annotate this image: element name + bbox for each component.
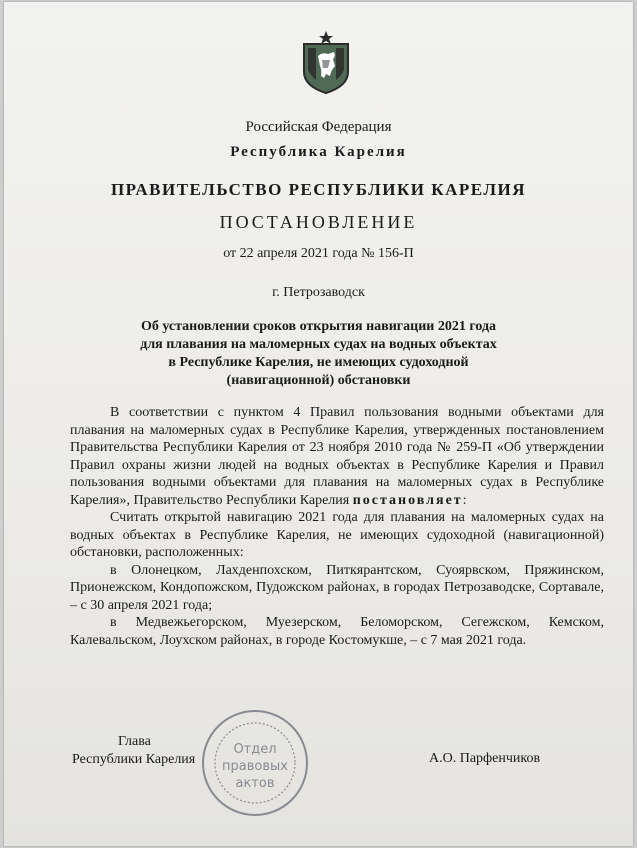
decision-paragraph: Считать открытой навигацию 2021 года для плавания на маломерных судах на водных объектах в Республике Карелия, не имеющих судоходной (навигационной) обстановки, расположенных: (70, 510, 604, 560)
coat-of-arms-icon (300, 30, 352, 94)
document-body (70, 404, 604, 649)
stamp-line: Отдел (233, 742, 277, 757)
decree-word: постановляет (352, 492, 463, 508)
preamble-paragraph (70, 404, 604, 509)
signatory-position (72, 733, 195, 769)
government-name: ПРАВИТЕЛЬСТВО РЕСПУБЛИКИ КАРЕЛИЯ (110, 180, 527, 199)
document-date-number: от 22 апреля 2021 года № 156-П (223, 246, 414, 261)
document-page (4, 2, 633, 846)
title-line: для плавания на маломерных судах на водных объектах (140, 337, 497, 352)
districts-paragraph-1: в Олонецком, Лахденпохском, Питкярантском, Суоярвском, Пряжинском, Прионежском, Кондопожском, Пудожском районах, в городах Петрозаводске, Сортавале, – с 30 апреля 2021 года; (70, 562, 604, 613)
document-type: ПОСТАНОВЛЕНИЕ (219, 212, 418, 232)
stamp-line: правовых (222, 759, 288, 774)
round-stamp-icon (200, 708, 310, 818)
preamble-text: В соответствии с пунктом 4 Правил пользования водными объектами для плавания на маломерных судах в Республике Карелия, утвержденных постановлением Правительства Республики Карелия от 23 ноября 2010 года № 259-П «Об утверждении Правил охраны жизни людей на водных объектах в Республике Карелия и Правил пользования водными объектами для плавания на маломерных судах в Республике Карелия», Правительство Республики Карелия (70, 405, 604, 508)
title-line: в Республике Карелия, не имеющих судоходной (168, 355, 469, 370)
signatory-name: А.О. Парфенчиков (429, 751, 541, 766)
signatory-position-line: Республики Карелия (72, 752, 196, 767)
document-title (4, 318, 633, 390)
districts-paragraph-2: в Медвежьегорском, Муезерском, Беломорском, Сегежском, Кемском, Калевальском, Лоухском районах, в городе Костомукше, – с 7 мая 2021 года. (70, 615, 604, 648)
title-line: (навигационной) обстановки (226, 373, 411, 388)
decree-colon: : (462, 492, 467, 508)
country-name: Российская Федерация (245, 119, 392, 135)
signatory-position-line: Глава (118, 734, 151, 749)
republic-name: Республика Карелия (230, 144, 407, 160)
stamp-line: актов (235, 776, 275, 791)
title-line: Об установлении сроков открытия навигации 2021 года (140, 319, 497, 334)
document-city: г. Петрозаводск (272, 285, 365, 300)
